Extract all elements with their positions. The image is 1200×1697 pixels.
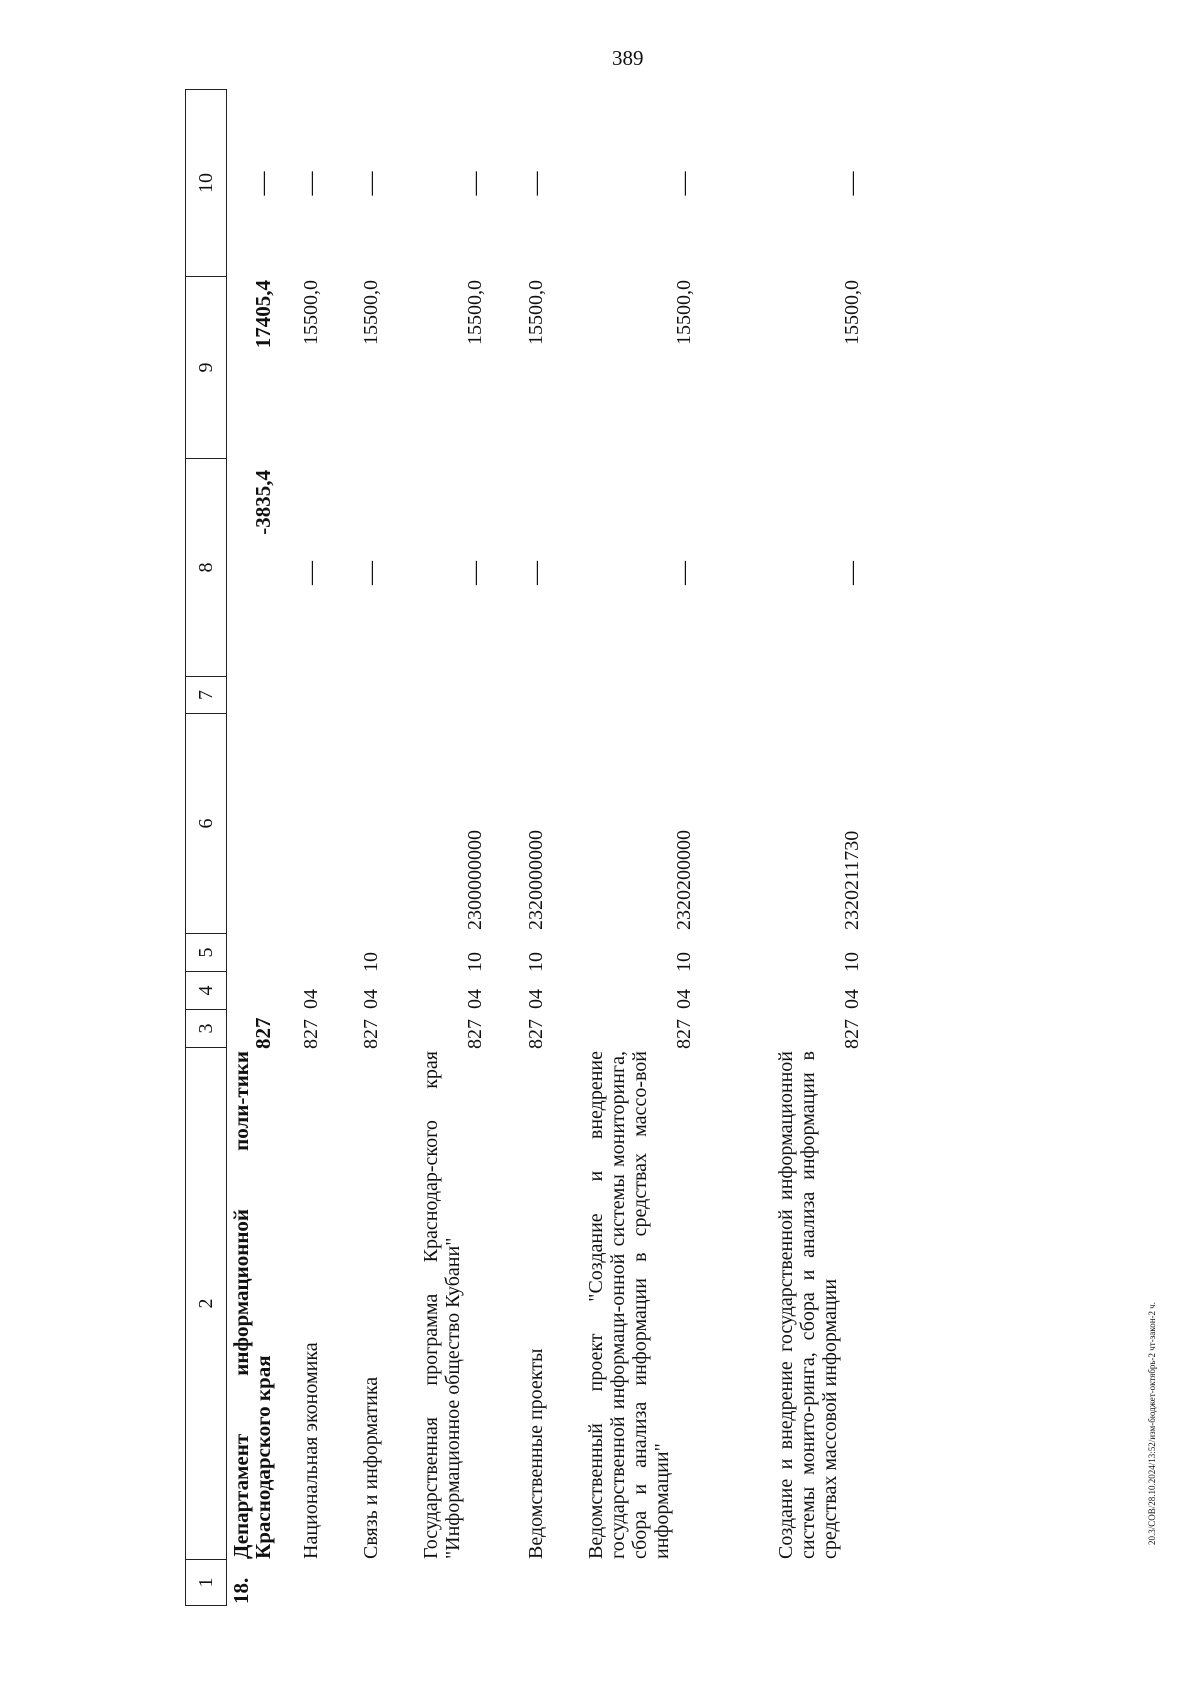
column-header-row bbox=[185, 89, 227, 1606]
row-code-c3: 827 bbox=[300, 1019, 322, 1049]
row-amount-c8: -3835,4 bbox=[251, 470, 275, 535]
row-amount-c8: — bbox=[358, 561, 384, 585]
row-amount-c9: 15500,0 bbox=[360, 280, 382, 345]
column-header-8: 8 bbox=[186, 459, 226, 677]
row-code-c5: 10 bbox=[464, 952, 486, 972]
row-code-c6: 2320211730 bbox=[841, 830, 863, 930]
column-header-7: 7 bbox=[186, 677, 226, 714]
row-amount-c8: — bbox=[671, 561, 697, 585]
row-code-c4: 04 bbox=[464, 989, 486, 1009]
footer-note: 20.3/СОВ/28.10.2024/13:52/изм-бюджет-октябрь-2 чт-закон-2 ч. bbox=[1147, 1301, 1157, 1545]
row-code-c4: 04 bbox=[525, 989, 547, 1009]
row-code-c5: 10 bbox=[841, 952, 863, 972]
page-number: 389 bbox=[612, 46, 644, 70]
row-amount-c9: 15500,0 bbox=[525, 280, 547, 345]
row-code-c4: 04 bbox=[360, 989, 382, 1009]
row-code-c6: 2320000000 bbox=[525, 830, 547, 930]
row-name: Ведомственные проекты bbox=[525, 1348, 547, 1559]
row-amount-c10: — bbox=[523, 171, 549, 196]
column-header-10: 10 bbox=[186, 90, 226, 277]
row-code-c3: 827 bbox=[841, 1019, 863, 1049]
column-header-1: 1 bbox=[194, 1577, 217, 1588]
budget-table bbox=[185, 89, 1065, 1606]
row-code-c6: 2320200000 bbox=[673, 830, 695, 930]
row-code-c3: 827 bbox=[673, 1019, 695, 1049]
row-amount-c9: 15500,0 bbox=[673, 280, 695, 345]
row-number: 18. bbox=[229, 1577, 253, 1604]
row-name: Национальная экономика bbox=[300, 1342, 322, 1559]
row-name: Создание и внедрение государственной информационной системы монито-ринга, сбора и анализа информации в средствах массовой информации bbox=[775, 1051, 841, 1559]
row-code-c4: 04 bbox=[673, 989, 695, 1009]
row-amount-c10: — bbox=[671, 171, 697, 196]
column-header-9: 9 bbox=[186, 277, 226, 459]
row-name: Ведомственный проект "Создание и внедрение государственной информаци-онной системы мониторинга, сбора и анализа информации в средствах массо-вой информации" bbox=[585, 1051, 673, 1559]
column-header-3: 3 bbox=[186, 1010, 226, 1048]
row-amount-c8: — bbox=[839, 561, 865, 585]
row-code-c3: 827 bbox=[464, 1019, 486, 1049]
row-code-c3: 827 bbox=[525, 1019, 547, 1049]
row-code-c4: 04 bbox=[300, 989, 322, 1009]
row-code-c3: 827 bbox=[360, 1019, 382, 1049]
row-code-c5: 10 bbox=[673, 952, 695, 972]
row-amount-c8: — bbox=[523, 561, 549, 585]
row-amount-c8: — bbox=[298, 561, 324, 585]
row-amount-c9: 17405,4 bbox=[251, 280, 275, 349]
column-header-6: 6 bbox=[186, 714, 226, 934]
row-name: Государственная программа Краснодар-ского края "Информационное общество Кубани" bbox=[420, 1051, 464, 1559]
row-code-c5: 10 bbox=[360, 952, 382, 972]
row-amount-c9: 15500,0 bbox=[841, 280, 863, 345]
row-code-c6: 2300000000 bbox=[464, 830, 486, 930]
column-header-2: 2 bbox=[186, 1048, 226, 1560]
row-amount-c10: — bbox=[462, 171, 488, 196]
row-amount-c9: 15500,0 bbox=[464, 280, 486, 345]
row-amount-c10: — bbox=[839, 171, 865, 196]
row-amount-c10: — bbox=[250, 171, 276, 196]
row-amount-c10: — bbox=[358, 171, 384, 196]
row-code-c5: 10 bbox=[525, 952, 547, 972]
column-header-4: 4 bbox=[186, 972, 226, 1010]
row-amount-c9: 15500,0 bbox=[300, 280, 322, 345]
row-code-c4: 04 bbox=[841, 989, 863, 1009]
row-name: Департамент информационной поли-тики Краснодарского края bbox=[229, 1051, 275, 1559]
row-amount-c8: — bbox=[462, 561, 488, 585]
row-amount-c10: — bbox=[298, 171, 324, 196]
row-name: Связь и информатика bbox=[360, 1376, 382, 1559]
row-code-c3: 827 bbox=[251, 1017, 275, 1049]
column-header-5: 5 bbox=[186, 934, 226, 972]
